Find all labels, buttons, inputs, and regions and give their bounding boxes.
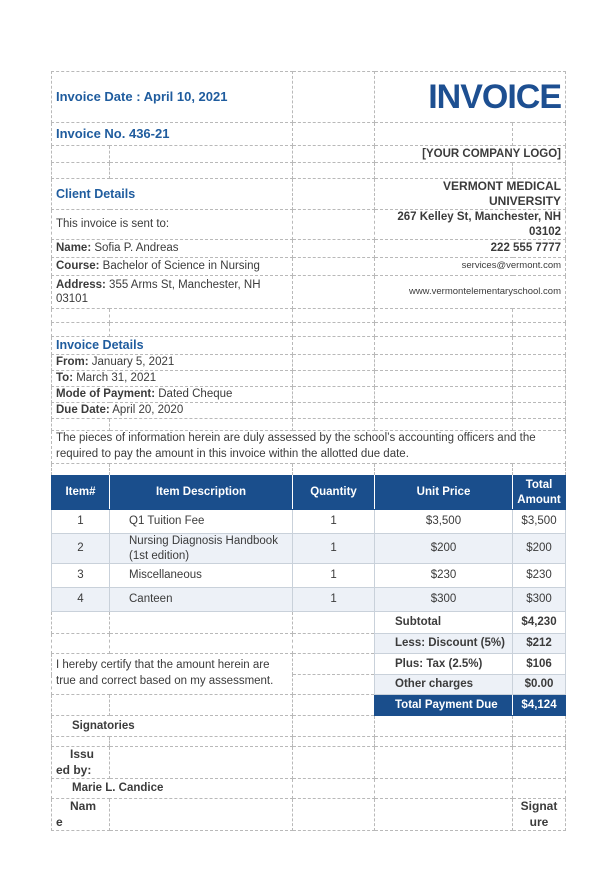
item-description: Nursing Diagnosis Handbook (1st edition)	[110, 534, 293, 564]
empty-cell	[293, 323, 375, 337]
empty-cell	[293, 163, 375, 179]
item-description: Miscellaneous	[110, 564, 293, 588]
item-no: 4	[52, 588, 110, 612]
empty-cell	[52, 737, 110, 747]
empty-cell	[513, 337, 566, 355]
company-name: VERMONT MEDICAL UNIVERSITY	[375, 179, 566, 210]
empty-cell	[52, 146, 110, 163]
empty-cell	[110, 695, 293, 716]
total-payment-due-value: $4,124	[513, 695, 566, 716]
table-row	[52, 534, 566, 564]
client-name	[52, 240, 293, 258]
invoice-date: Invoice Date : April 10, 2021	[52, 72, 293, 123]
item-no: 2	[52, 534, 110, 564]
empty-cell	[293, 276, 375, 309]
empty-cell	[293, 612, 375, 634]
empty-cell	[52, 634, 110, 654]
empty-cell	[293, 403, 375, 419]
invoice-mode-value: Dated Cheque	[155, 388, 233, 401]
empty-cell	[52, 323, 110, 337]
empty-cell	[293, 779, 375, 799]
empty-cell	[110, 464, 293, 476]
invoice-from-label: From:	[56, 356, 89, 369]
certify-text: I hereby certify that the amount herein are true and correct based on my assessment.	[52, 654, 293, 695]
empty-cell	[110, 146, 293, 163]
signature-label: Signature	[513, 799, 566, 831]
invoice-due-label: Due Date:	[56, 404, 110, 417]
empty-cell	[513, 747, 566, 779]
empty-cell	[293, 799, 375, 831]
company-address: 267 Kelley St, Manchester, NH 03102	[375, 210, 566, 240]
total-payment-due-label: Total Payment Due	[375, 695, 513, 716]
empty-cell	[293, 654, 375, 675]
item-unit-price: $230	[375, 564, 513, 588]
invoice-sheet	[51, 71, 566, 831]
empty-cell	[513, 309, 566, 323]
other-charges-value: $0.00	[513, 675, 566, 695]
empty-cell	[513, 163, 566, 179]
client-name-value: Sofia P. Andreas	[91, 242, 179, 255]
client-sent-to: This invoice is sent to:	[52, 210, 293, 240]
subtotal-label: Subtotal	[375, 612, 513, 634]
item-quantity: 1	[293, 534, 375, 564]
empty-cell	[293, 747, 375, 779]
empty-cell	[293, 695, 375, 716]
items-header-description: Item Description	[110, 476, 293, 510]
invoice-to-value: March 31, 2021	[73, 372, 157, 385]
empty-cell	[293, 210, 375, 240]
empty-cell	[293, 337, 375, 355]
empty-cell	[513, 464, 566, 476]
empty-cell	[52, 163, 110, 179]
company-website: www.vermontelementaryschool.com	[375, 276, 566, 309]
empty-cell	[110, 323, 293, 337]
invoice-to	[52, 371, 293, 387]
empty-cell	[375, 163, 513, 179]
empty-cell	[375, 309, 513, 323]
empty-cell	[375, 716, 513, 737]
empty-cell	[293, 179, 375, 210]
empty-cell	[375, 337, 513, 355]
empty-cell	[293, 146, 375, 163]
empty-cell	[293, 464, 375, 476]
empty-cell	[513, 737, 566, 747]
items-header-quantity: Quantity	[293, 476, 375, 510]
item-unit-price: $3,500	[375, 510, 513, 534]
item-no: 3	[52, 564, 110, 588]
empty-cell	[110, 799, 293, 831]
item-description: Canteen	[110, 588, 293, 612]
empty-cell	[52, 695, 110, 716]
client-name-label: Name:	[56, 242, 92, 255]
empty-cell	[110, 747, 293, 779]
signatories-heading: Signatories	[52, 716, 293, 737]
invoice-from-value: January 5, 2021	[88, 356, 175, 369]
invoice-details-heading: Invoice Details	[52, 337, 293, 355]
item-no: 1	[52, 510, 110, 534]
company-logo-placeholder: [YOUR COMPANY LOGO]	[375, 146, 566, 163]
invoice-to-label: To:	[56, 372, 74, 385]
empty-cell	[375, 747, 513, 779]
empty-cell	[52, 419, 110, 431]
invoice-due-date	[52, 403, 293, 419]
empty-cell	[293, 675, 375, 695]
empty-cell	[293, 309, 375, 323]
empty-cell	[110, 612, 293, 634]
empty-cell	[375, 323, 513, 337]
empty-cell	[293, 419, 375, 431]
empty-cell	[513, 716, 566, 737]
item-unit-price: $300	[375, 588, 513, 612]
empty-cell	[293, 240, 375, 258]
items-header-item-no: Item#	[52, 476, 110, 510]
empty-cell	[375, 419, 513, 431]
empty-cell	[293, 258, 375, 276]
item-total: $3,500	[513, 510, 566, 534]
table-row	[52, 510, 566, 534]
issued-by-name: Marie L. Candice	[52, 779, 293, 799]
empty-cell	[375, 464, 513, 476]
empty-cell	[52, 309, 110, 323]
client-course-value: Bachelor of Science in Nursing	[99, 260, 260, 273]
item-total: $230	[513, 564, 566, 588]
empty-cell	[293, 737, 375, 747]
client-course-label: Course:	[56, 260, 100, 273]
issued-by-label: Issued by:	[52, 747, 110, 779]
invoice-mode-of-payment	[52, 387, 293, 403]
empty-cell	[293, 123, 375, 146]
empty-cell	[110, 309, 293, 323]
empty-cell	[375, 799, 513, 831]
empty-cell	[513, 355, 566, 371]
invoice-from	[52, 355, 293, 371]
notice-text: The pieces of information herein are duly assessed by the school’s accounting officers and the required to pay the amount in this invoice within the allotted due date.	[52, 431, 566, 464]
empty-cell	[293, 387, 375, 403]
item-total: $200	[513, 534, 566, 564]
client-address	[52, 276, 293, 309]
empty-cell	[293, 72, 375, 123]
item-quantity: 1	[293, 564, 375, 588]
invoice-number: Invoice No. 436-21	[52, 123, 293, 146]
items-header-total-amount: Total Amount	[513, 476, 566, 510]
empty-cell	[513, 123, 566, 146]
empty-cell	[110, 163, 293, 179]
items-header-unit-price: Unit Price	[375, 476, 513, 510]
empty-cell	[375, 123, 513, 146]
empty-cell	[375, 737, 513, 747]
discount-value: $212	[513, 634, 566, 654]
client-course	[52, 258, 293, 276]
empty-cell	[513, 371, 566, 387]
empty-cell	[375, 371, 513, 387]
other-charges-label: Other charges	[375, 675, 513, 695]
empty-cell	[375, 779, 513, 799]
invoice-mode-label: Mode of Payment:	[56, 388, 156, 401]
item-unit-price: $200	[375, 534, 513, 564]
invoice-due-value: April 20, 2020	[109, 404, 184, 417]
tax-label: Plus: Tax (2.5%)	[375, 654, 513, 675]
empty-cell	[513, 419, 566, 431]
empty-cell	[513, 779, 566, 799]
empty-cell	[375, 387, 513, 403]
empty-cell	[110, 737, 293, 747]
company-phone: 222 555 7777	[375, 240, 566, 258]
empty-cell	[375, 403, 513, 419]
empty-cell	[110, 419, 293, 431]
empty-cell	[110, 634, 293, 654]
item-quantity: 1	[293, 510, 375, 534]
client-address-value: 355 Arms St, Manchester, NH 03101	[56, 278, 261, 305]
empty-cell	[513, 403, 566, 419]
item-total: $300	[513, 588, 566, 612]
empty-cell	[513, 387, 566, 403]
empty-cell	[293, 634, 375, 654]
discount-label: Less: Discount (5%)	[375, 634, 513, 654]
client-address-label: Address:	[56, 278, 106, 291]
table-row	[52, 588, 566, 612]
subtotal-value: $4,230	[513, 612, 566, 634]
empty-cell	[52, 464, 110, 476]
empty-cell	[293, 355, 375, 371]
company-email: services@vermont.com	[375, 258, 566, 276]
empty-cell	[293, 716, 375, 737]
client-details-heading: Client Details	[52, 179, 293, 210]
table-row	[52, 564, 566, 588]
empty-cell	[513, 323, 566, 337]
name-label: Name	[52, 799, 110, 831]
tax-value: $106	[513, 654, 566, 675]
empty-cell	[52, 612, 110, 634]
invoice-title: INVOICE	[375, 72, 566, 123]
empty-cell	[375, 355, 513, 371]
item-description: Q1 Tuition Fee	[110, 510, 293, 534]
item-quantity: 1	[293, 588, 375, 612]
empty-cell	[293, 371, 375, 387]
